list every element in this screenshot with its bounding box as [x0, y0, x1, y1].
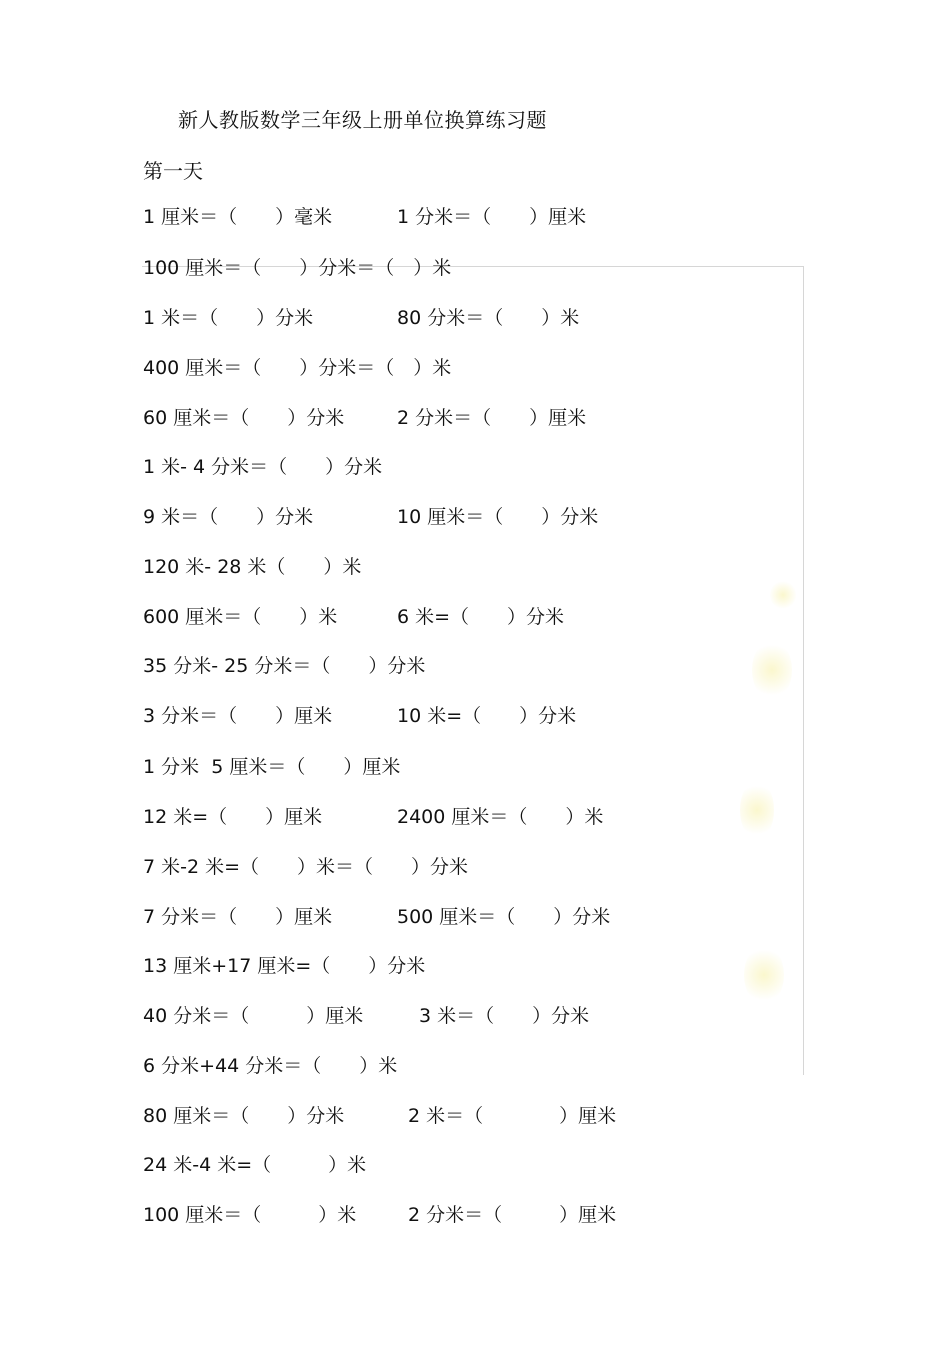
exercise-item: 100 厘米＝（ ）米 [143, 1204, 357, 1226]
exercise-item: 6 分米+44 分米＝（ ）米 [143, 1055, 398, 1077]
exercise-item: 10 米=（ ）分米 [397, 705, 577, 727]
exercise-item: 500 厘米＝（ ）分米 [397, 906, 611, 928]
exercise-item: 3 分米＝（ ）厘米 [143, 705, 333, 727]
exercise-item: 100 厘米＝（ ）分米＝（ ）米 [143, 257, 452, 279]
exercise-item: 80 厘米＝（ ）分米 [143, 1105, 345, 1127]
exercise-item: 1 分米 5 厘米＝（ ）厘米 [143, 756, 401, 778]
worksheet-title: 新人教版数学三年级上册单位换算练习题 [178, 108, 547, 132]
section-heading: 第一天 [143, 159, 203, 183]
exercise-item: 1 米＝（ ）分米 [143, 307, 314, 329]
exercise-item: 7 米-2 米=（ ）米＝（ ）分米 [143, 856, 469, 878]
exercise-item: 600 厘米＝（ ）米 [143, 606, 338, 628]
exercise-item: 2400 厘米＝（ ）米 [397, 806, 604, 828]
exercise-item: 3 米＝（ ）分米 [419, 1005, 590, 1027]
exercise-item: 80 分米＝（ ）米 [397, 307, 580, 329]
exercise-item: 6 米=（ ）分米 [397, 606, 565, 628]
exercise-item: 10 厘米＝（ ）分米 [397, 506, 599, 528]
exercise-item: 2 分米＝（ ）厘米 [408, 1204, 617, 1226]
exercise-item: 1 厘米＝（ ）毫米 [143, 206, 333, 228]
exercise-item: 12 米=（ ）厘米 [143, 806, 323, 828]
exercise-item: 60 厘米＝（ ）分米 [143, 407, 345, 429]
exercise-item: 1 米- 4 分米＝（ ）分米 [143, 456, 383, 478]
exercise-item: 7 分米＝（ ）厘米 [143, 906, 333, 928]
exercise-item: 13 厘米+17 厘米=（ ）分米 [143, 955, 426, 977]
exercise-item: 35 分米- 25 分米＝（ ）分米 [143, 655, 426, 677]
exercise-item: 2 米＝（ ）厘米 [408, 1105, 617, 1127]
exercise-item: 120 米- 28 米（ ）米 [143, 556, 362, 578]
exercise-item: 40 分米＝（ ）厘米 [143, 1005, 364, 1027]
exercise-item: 400 厘米＝（ ）分米＝（ ）米 [143, 357, 452, 379]
exercise-item: 24 米-4 米=（ ）米 [143, 1154, 367, 1176]
scan-smudge [752, 640, 792, 700]
scan-smudge [770, 580, 796, 610]
scan-smudge [744, 945, 784, 1005]
exercise-item: 1 分米＝（ ）厘米 [397, 206, 587, 228]
scan-smudge [740, 780, 774, 840]
exercise-item: 2 分米＝（ ）厘米 [397, 407, 587, 429]
exercise-item: 9 米＝（ ）分米 [143, 506, 314, 528]
